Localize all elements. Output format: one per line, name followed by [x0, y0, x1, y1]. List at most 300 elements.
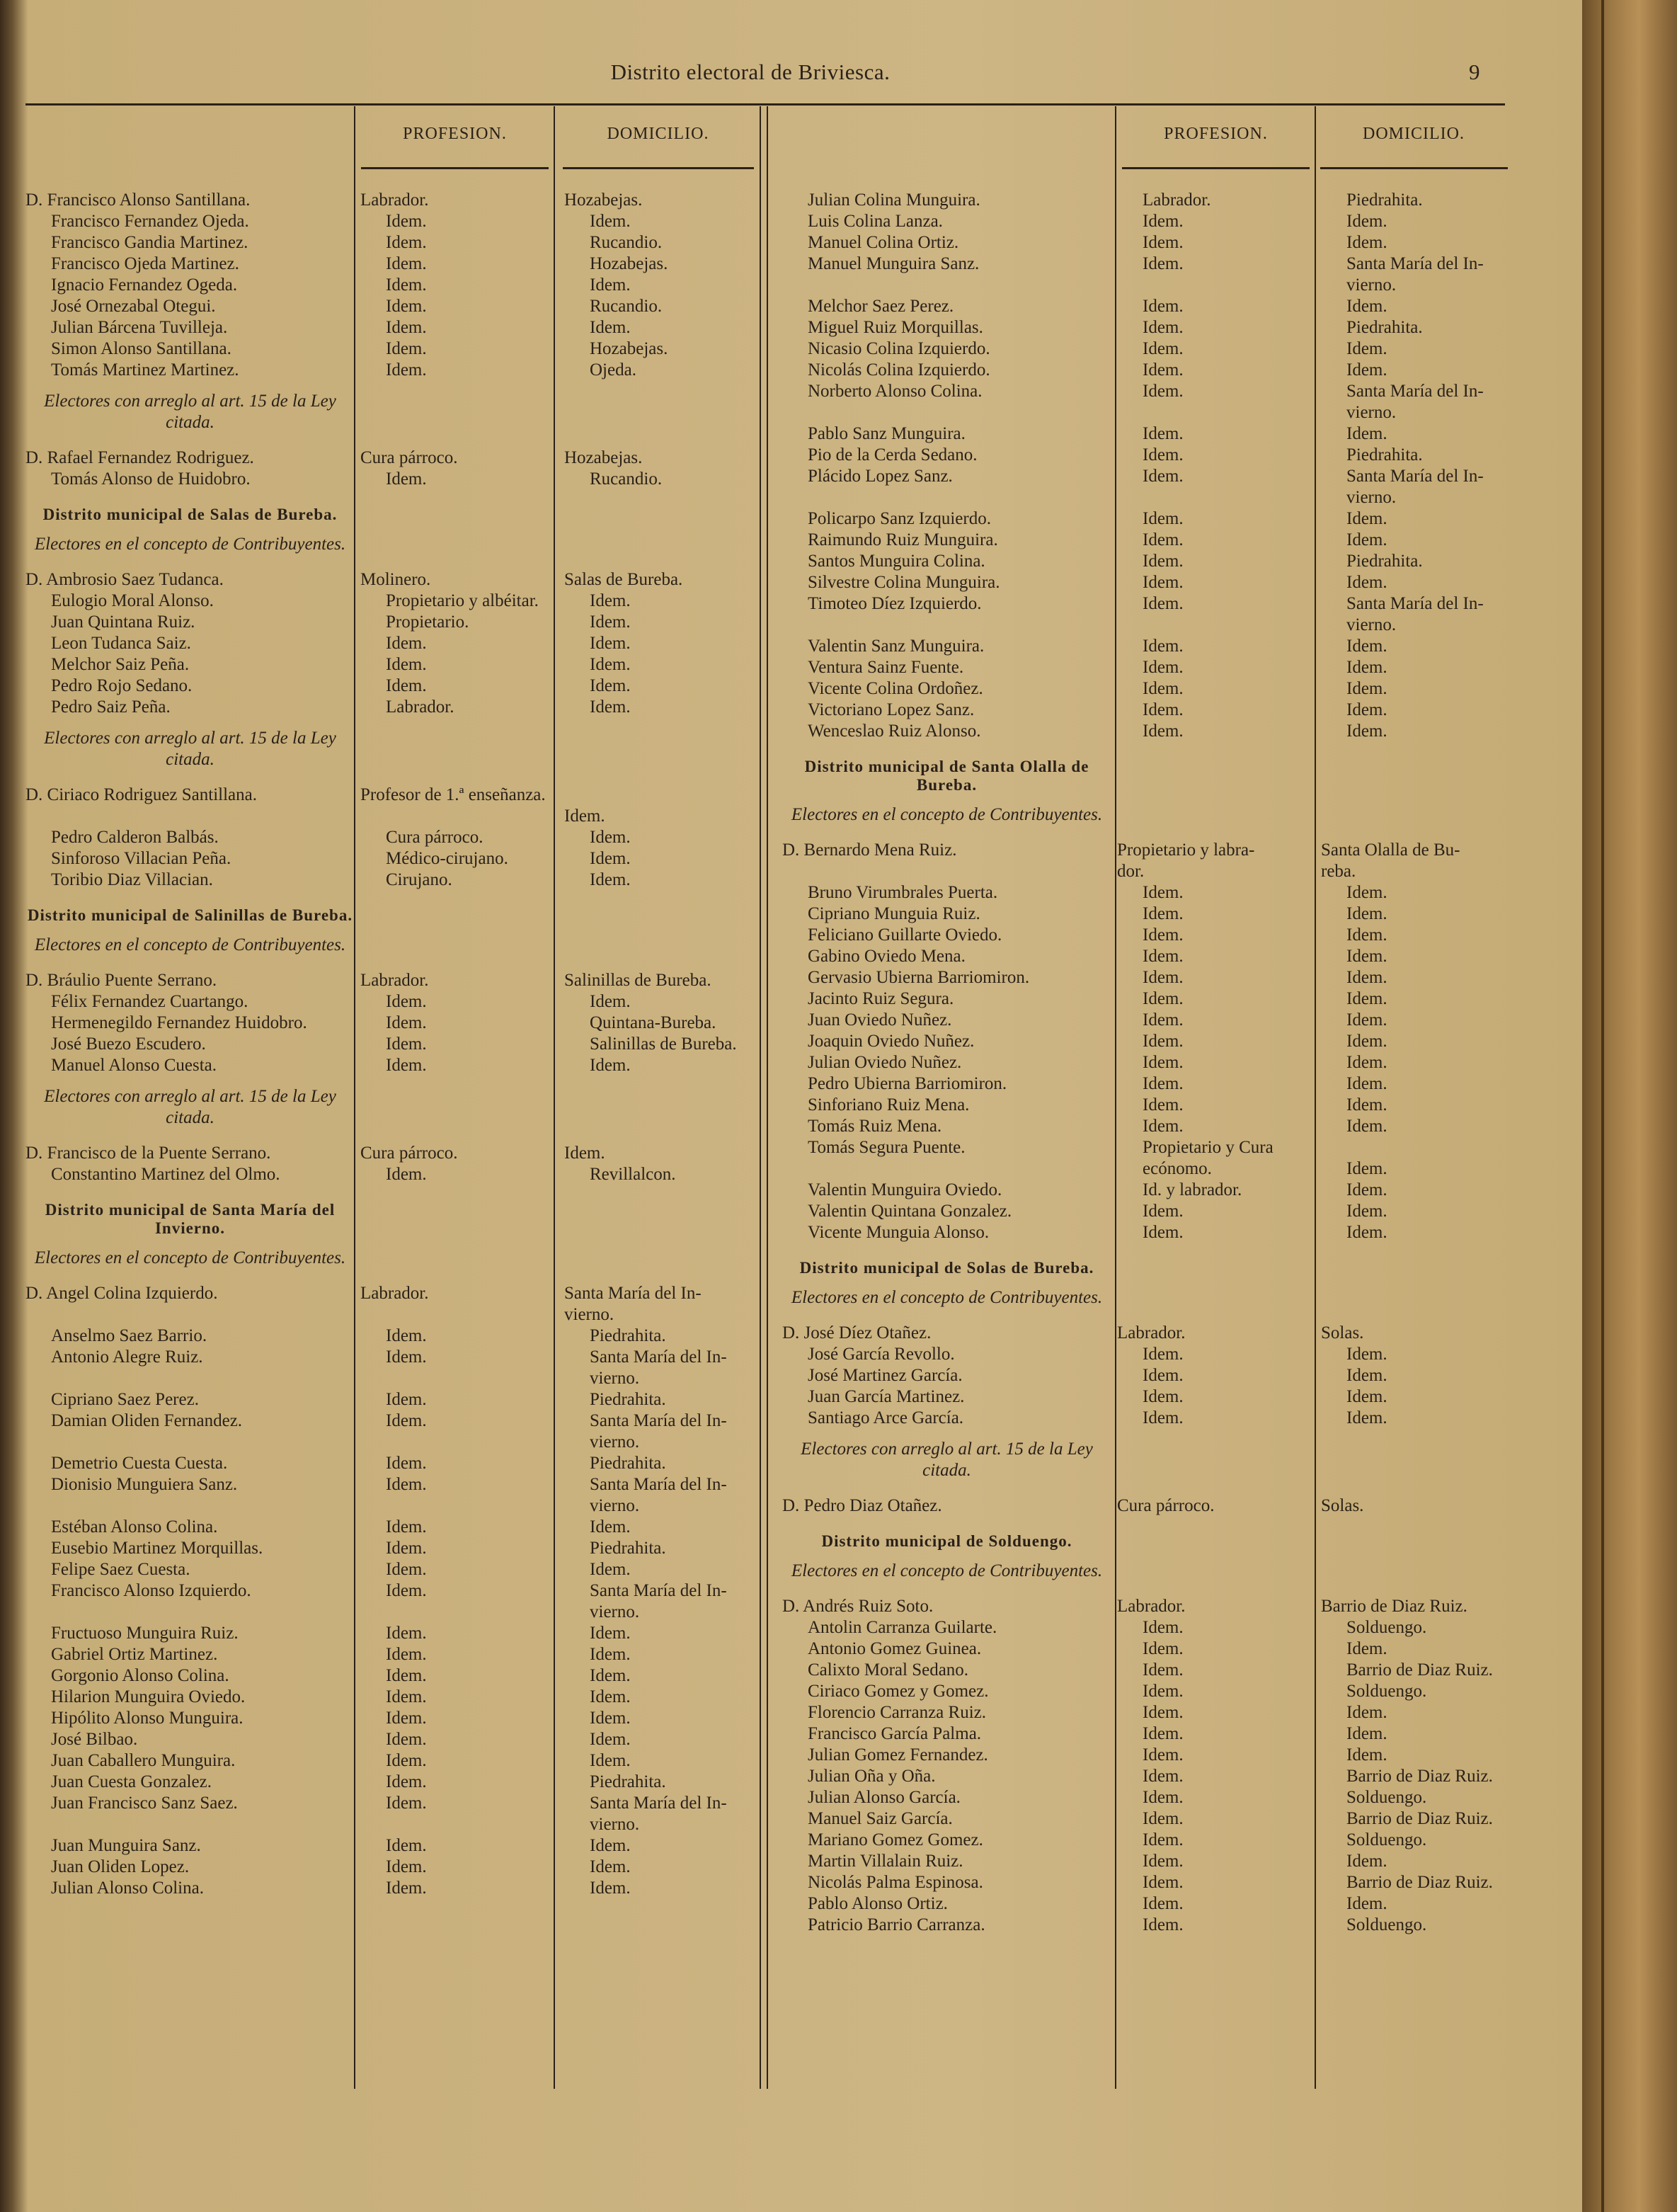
elector-row: [25, 654, 788, 675]
elector-domicile: Idem.: [1346, 1852, 1387, 1871]
elector-domicile: Santa María del In- vierno.: [1346, 254, 1484, 295]
elector-domicile: Idem.: [1346, 1408, 1387, 1427]
elector-profession: Idem.: [1143, 445, 1184, 464]
elector-profession: Idem.: [1143, 467, 1184, 486]
elector-name: D. Andrés Ruiz Soto.: [782, 1597, 934, 1616]
elector-name: Melchor Saez Perez.: [808, 297, 954, 316]
elector-profession: Idem.: [1143, 233, 1184, 252]
elector-profession: Idem.: [1143, 1915, 1184, 1934]
elector-profession: Idem.: [1143, 989, 1184, 1008]
elector-name: Manuel Alonso Cuesta.: [51, 1056, 217, 1075]
elector-row: [782, 1222, 1545, 1243]
elector-name: Julian Gomez Fernandez.: [808, 1745, 988, 1765]
elector-profession: Idem.: [1143, 1408, 1184, 1427]
elector-row: [782, 1872, 1545, 1893]
elector-domicile: Idem.: [1346, 339, 1387, 358]
elector-name: Leon Tudanca Saiz.: [51, 634, 191, 653]
elector-name: Juan García Martinez.: [808, 1387, 965, 1406]
elector-name: Vicente Munguia Alonso.: [808, 1223, 990, 1242]
elector-name: Pedro Rojo Sedano.: [51, 676, 193, 695]
elector-domicile: Santa Olalla de Bu- reba.: [1321, 840, 1460, 881]
elector-row: [782, 967, 1545, 988]
elector-name: Mariano Gomez Gomez.: [808, 1830, 983, 1849]
elector-domicile: Piedrahita.: [1346, 552, 1423, 571]
elector-domicile: Idem.: [1346, 212, 1387, 231]
district-heading: Distrito municipal de Solas de Bureba.: [799, 1259, 1094, 1277]
elector-name: Antonio Alegre Ruiz.: [51, 1347, 203, 1367]
elector-domicile: Solas.: [1321, 1323, 1364, 1342]
elector-domicile: Idem.: [1346, 968, 1387, 987]
elector-name: Pedro Calderon Balbás.: [51, 828, 219, 847]
elector-domicile: Idem.: [1346, 1074, 1387, 1093]
elector-profession: Idem.: [1143, 297, 1184, 316]
elector-domicile: Solduengo.: [1346, 1682, 1427, 1701]
elector-row: [782, 1323, 1545, 1344]
elector-domicile: Ojeda.: [590, 360, 636, 380]
elector-row: [25, 1750, 788, 1772]
elector-row: [782, 1830, 1545, 1851]
elector-row: [782, 840, 1545, 882]
elector-profession: Idem.: [1143, 947, 1184, 966]
elector-name: D. Bernardo Mena Ruiz.: [782, 840, 957, 860]
elector-domicile: Idem.: [1346, 904, 1387, 923]
elector-domicile: Idem.: [590, 1624, 631, 1643]
elector-row: [782, 678, 1545, 700]
elector-row: [782, 1915, 1545, 1936]
district-heading: Distrito municipal de Santa María del Invierno.: [45, 1201, 336, 1237]
elector-profession: Labrador.: [360, 971, 429, 990]
elector-name: Toribio Diaz Villacian.: [51, 870, 213, 889]
elector-row: [25, 1857, 788, 1878]
elector-category-subheading: Electores con arreglo al art. 15 de la Ley citada.: [44, 729, 336, 769]
elector-name: Patricio Barrio Carranza.: [808, 1915, 985, 1934]
elector-domicile: Rucandio.: [590, 469, 663, 489]
elector-row: [782, 296, 1545, 317]
elector-row: [782, 1180, 1545, 1201]
elector-profession: Idem.: [1143, 573, 1184, 592]
elector-name: Calixto Moral Sedano.: [808, 1660, 969, 1680]
elector-name: Gorgonio Alonso Colina.: [51, 1666, 229, 1685]
elector-name: Julian Oña y Oña.: [808, 1767, 936, 1786]
elector-profession: Propietario y labra- dor.: [1117, 840, 1255, 881]
elector-profession: Idem.: [386, 655, 427, 674]
page-title: Distrito electoral de Briviesca.: [610, 59, 891, 84]
elector-row: [782, 1617, 1545, 1638]
elector-domicile: Salinillas de Bureba.: [590, 1034, 737, 1054]
elector-domicile: Piedrahita.: [590, 1326, 666, 1345]
elector-profession: Idem.: [1143, 1660, 1184, 1680]
elector-name: Wenceslao Ruiz Alonso.: [808, 722, 981, 741]
elector-name: Anselmo Saez Barrio.: [51, 1326, 207, 1345]
elector-domicile: Piedrahita.: [590, 1390, 666, 1409]
elector-profession: Idem.: [386, 1730, 427, 1749]
elector-name: Florencio Carranza Ruiz.: [808, 1703, 986, 1722]
elector-name: Felipe Saez Cuesta.: [51, 1560, 190, 1579]
elector-row: [782, 211, 1545, 232]
elector-name: Pedro Saiz Peña.: [51, 697, 171, 717]
elector-domicile: Idem.: [590, 676, 631, 695]
elector-profession: Idem.: [1143, 318, 1184, 337]
elector-profession: Cura párroco.: [386, 828, 483, 847]
district-heading: Distrito municipal de Santa Olalla de Bureba.: [804, 758, 1089, 794]
elector-row: [782, 232, 1545, 253]
elector-name: Juan Munguira Sanz.: [51, 1836, 201, 1855]
elector-domicile: Idem.: [1346, 1159, 1387, 1178]
elector-name: Demetrio Cuesta Cuesta.: [51, 1454, 228, 1473]
elector-row: [25, 991, 788, 1013]
elector-domicile: Idem.: [1346, 679, 1387, 698]
elector-category-subheading: Electores con arreglo al art. 15 de la Ley citada.: [44, 1087, 336, 1127]
elector-row: [25, 827, 788, 848]
elector-name: Juan Oliden Lopez.: [51, 1857, 190, 1876]
elector-profession: Labrador.: [360, 190, 429, 210]
elector-category-subheading: Electores en el concepto de Contribuyentes.: [34, 535, 346, 554]
elector-domicile: Idem.: [590, 1687, 631, 1706]
elector-row: [782, 1766, 1545, 1787]
elector-profession: Idem.: [386, 1013, 427, 1032]
elector-name: Eusebio Martinez Morquillas.: [51, 1539, 263, 1558]
elector-name: Nicasio Colina Izquierdo.: [808, 339, 990, 358]
elector-row: [782, 381, 1545, 423]
elector-profession: Idem.: [386, 1581, 427, 1600]
elector-row: [25, 1143, 788, 1164]
elector-row: [782, 1596, 1545, 1617]
elector-row: [782, 1808, 1545, 1830]
elector-name: Hermenegildo Fernandez Huidobro.: [51, 1013, 307, 1032]
elector-name: Victoriano Lopez Sanz.: [808, 700, 975, 719]
elector-name: Julian Oviedo Nuñez.: [808, 1053, 962, 1072]
elector-row: [25, 1623, 788, 1644]
book-binding-edge: [1582, 0, 1677, 2212]
elector-domicile: Idem.: [590, 1879, 631, 1898]
elector-name: Manuel Colina Ortiz.: [808, 233, 959, 252]
elector-domicile: Solduengo.: [1346, 1788, 1427, 1807]
elector-profession: Cura párroco.: [360, 448, 458, 467]
elector-category-subheading: Electores en el concepto de Contribuyentes.: [34, 935, 346, 954]
elector-row: [25, 1772, 788, 1793]
elector-domicile: Idem.: [590, 612, 631, 632]
elector-domicile: Barrio de Diaz Ruiz.: [1346, 1660, 1493, 1680]
elector-profession: Idem.: [1143, 883, 1184, 902]
elector-profession: Cirujano.: [386, 870, 452, 889]
elector-profession: Idem.: [1143, 212, 1184, 231]
elector-profession: Idem.: [386, 339, 427, 358]
elector-profession: Cura párroco.: [360, 1144, 458, 1163]
elector-row: [25, 1665, 788, 1687]
elector-domicile: Idem.: [590, 849, 631, 868]
elector-name: Julian Bárcena Tuvilleja.: [51, 318, 228, 337]
elector-domicile: Idem.: [1346, 1223, 1387, 1242]
elector-profession: Idem.: [386, 1165, 427, 1184]
elector-row: [782, 445, 1545, 466]
elector-domicile: Salas de Bureba.: [564, 570, 683, 589]
elector-row: [782, 1408, 1545, 1429]
elector-category-subheading: Electores en el concepto de Contribuyentes.: [791, 1561, 1103, 1580]
elector-row: [25, 1474, 788, 1517]
elector-domicile: Barrio de Diaz Ruiz.: [1321, 1597, 1467, 1616]
elector-profession: Médico-cirujano.: [386, 849, 508, 868]
elector-profession: Idem.: [386, 1836, 427, 1855]
elector-profession: Labrador.: [360, 1284, 429, 1303]
elector-profession: Idem.: [1143, 1809, 1184, 1828]
elector-domicile: Idem.: [1346, 1724, 1387, 1743]
elector-row: [782, 1638, 1545, 1660]
elector-domicile: Idem.: [590, 1709, 631, 1728]
elector-row: [782, 988, 1545, 1010]
elector-row: [782, 657, 1545, 678]
left-domicile-header: DOMICILIO.: [607, 125, 709, 143]
elector-profession: Idem.: [1143, 1032, 1184, 1051]
elector-row: [25, 338, 788, 360]
elector-domicile: Idem.: [1346, 1180, 1387, 1199]
elector-profession: Idem.: [386, 469, 427, 489]
elector-row: [25, 1580, 788, 1623]
elector-domicile: Salinillas de Bureba.: [564, 971, 711, 990]
elector-row: [782, 508, 1545, 530]
elector-name: Cipriano Saez Perez.: [51, 1390, 199, 1409]
elector-domicile: Idem.: [590, 591, 631, 610]
elector-profession: Labrador.: [1143, 190, 1211, 210]
elector-domicile: Hozabejas.: [564, 448, 643, 467]
elector-profession: Labrador.: [1117, 1597, 1186, 1616]
elector-domicile: Idem.: [590, 655, 631, 674]
elector-profession: Idem.: [386, 318, 427, 337]
elector-profession: Idem.: [1143, 1053, 1184, 1072]
elector-name: Estéban Alonso Colina.: [51, 1517, 218, 1537]
elector-name: D. Pedro Diaz Otañez.: [782, 1496, 942, 1515]
elector-profession: Profesor de 1.ª enseñanza.: [360, 785, 546, 804]
elector-domicile: Idem.: [590, 318, 631, 337]
elector-name: Julian Colina Munguira.: [808, 190, 980, 210]
elector-name: Dionisio Munguiera Sanz.: [51, 1475, 238, 1494]
district-heading: Distrito municipal de Salas de Bureba.: [42, 506, 338, 523]
elector-name: Sinforoso Villacian Peña.: [51, 849, 231, 868]
elector-name: Francisco Alonso Izquierdo.: [51, 1581, 251, 1600]
elector-profession: Idem.: [1143, 552, 1184, 571]
elector-domicile: Santa María del In- vierno.: [1346, 594, 1484, 634]
elector-name: Juan Caballero Munguira.: [51, 1751, 236, 1770]
elector-domicile: Idem.: [1346, 925, 1387, 945]
elector-domicile: Idem.: [1346, 1053, 1387, 1072]
elector-name: Tomás Segura Puente.: [808, 1138, 966, 1157]
elector-profession: Idem.: [1143, 1639, 1184, 1658]
elector-row: [782, 1010, 1545, 1031]
elector-row: [782, 1073, 1545, 1095]
elector-row: [25, 1410, 788, 1453]
elector-row: [25, 1729, 788, 1750]
elector-row: [25, 1013, 788, 1034]
elector-row: [782, 1745, 1545, 1766]
elector-name: José Ornezabal Otegui.: [51, 297, 216, 316]
elector-row: [782, 190, 1545, 211]
elector-row: [782, 946, 1545, 967]
elector-row: [25, 1055, 788, 1076]
elector-domicile: Idem.: [1346, 722, 1387, 741]
elector-name: Juan Quintana Ruiz.: [51, 612, 195, 632]
elector-name: Antonio Gomez Guinea.: [808, 1639, 982, 1658]
left-profession-header: PROFESION.: [403, 125, 507, 143]
elector-name: D. José Díez Otañez.: [782, 1323, 932, 1342]
elector-profession: Idem.: [386, 1772, 427, 1791]
elector-row: [782, 700, 1545, 721]
elector-name: Félix Fernandez Cuartango.: [51, 992, 248, 1011]
elector-row: [25, 848, 788, 870]
elector-row: [782, 593, 1545, 636]
elector-domicile: Idem.: [1346, 989, 1387, 1008]
elector-domicile: Idem.: [590, 275, 631, 295]
elector-row: [782, 1365, 1545, 1386]
right-profession-header: PROFESION.: [1164, 125, 1268, 143]
elector-name: Valentin Sanz Munguira.: [808, 637, 985, 656]
elector-profession: Idem.: [1143, 1095, 1184, 1114]
elector-row: [782, 1681, 1545, 1702]
elector-name: D. Ambrosio Saez Tudanca.: [25, 570, 224, 589]
header-underline: [563, 167, 754, 169]
elector-row: [25, 1164, 788, 1185]
elector-domicile: Idem.: [564, 806, 605, 826]
elector-profession: Idem.: [1143, 968, 1184, 987]
elector-row: [25, 253, 788, 275]
elector-name: Valentin Munguira Oviedo.: [808, 1180, 1002, 1199]
elector-profession: Id. y labrador.: [1143, 1180, 1242, 1199]
elector-row: [782, 1702, 1545, 1723]
elector-name: D. Bráulio Puente Serrano.: [25, 971, 217, 990]
elector-row: [25, 1559, 788, 1580]
elector-domicile: Idem.: [1346, 883, 1387, 902]
elector-profession: Idem.: [386, 1560, 427, 1579]
elector-domicile: Idem.: [564, 1144, 605, 1163]
elector-profession: Idem.: [386, 1390, 427, 1409]
elector-name: Antolin Carranza Guilarte.: [808, 1618, 997, 1637]
elector-domicile: Idem.: [1346, 700, 1387, 719]
elector-row: [25, 469, 788, 490]
elector-row: [25, 1687, 788, 1708]
elector-domicile: Idem.: [1346, 1010, 1387, 1030]
elector-domicile: Idem.: [1346, 424, 1387, 443]
elector-name: Silvestre Colina Munguira.: [808, 573, 1000, 592]
elector-profession: Idem.: [1143, 1074, 1184, 1093]
right-domicile-header: DOMICILIO.: [1363, 125, 1465, 143]
elector-domicile: Hozabejas.: [590, 254, 668, 273]
elector-name: Valentin Quintana Gonzalez.: [808, 1202, 1012, 1221]
elector-row: [25, 1347, 788, 1389]
elector-domicile: Idem.: [1346, 297, 1387, 316]
elector-name: Jacinto Ruiz Segura.: [808, 989, 954, 1008]
elector-row: [782, 1052, 1545, 1073]
elector-profession: Idem.: [1143, 424, 1184, 443]
elector-row: [782, 572, 1545, 593]
elector-profession: Idem.: [386, 1624, 427, 1643]
elector-row: [25, 1283, 788, 1326]
elector-domicile: Idem.: [590, 697, 631, 717]
elector-profession: Idem.: [386, 1751, 427, 1770]
elector-row: [782, 882, 1545, 903]
elector-domicile: Piedrahita.: [1346, 190, 1423, 210]
elector-profession: Propietario y albéitar.: [386, 591, 539, 610]
left-elector-list: [25, 190, 788, 1899]
elector-domicile: Rucandio.: [590, 297, 663, 316]
elector-domicile: Piedrahita.: [590, 1539, 666, 1558]
elector-profession: Idem.: [1143, 679, 1184, 698]
elector-profession: Idem.: [386, 233, 427, 252]
elector-domicile: Idem.: [590, 1751, 631, 1770]
elector-row: [25, 232, 788, 253]
elector-profession: Idem.: [386, 1475, 427, 1494]
elector-category-subheading: Electores con arreglo al art. 15 de la Ley citada.: [44, 392, 336, 432]
elector-row: [25, 633, 788, 654]
elector-row: [782, 1116, 1545, 1137]
elector-profession: Idem.: [1143, 509, 1184, 528]
elector-profession: Idem.: [1143, 700, 1184, 719]
elector-name: Damian Oliden Fernandez.: [51, 1411, 243, 1430]
elector-row: [782, 1893, 1545, 1915]
elector-domicile: Idem.: [1346, 1117, 1387, 1136]
elector-profession: Idem.: [386, 676, 427, 695]
elector-domicile: Barrio de Diaz Ruiz.: [1346, 1767, 1493, 1786]
elector-profession: Idem.: [386, 1347, 427, 1367]
elector-profession: Idem.: [1143, 1788, 1184, 1807]
elector-name: Ventura Sainz Fuente.: [808, 658, 964, 677]
elector-domicile: Idem.: [1346, 658, 1387, 677]
elector-name: Norberto Alonso Colina.: [808, 382, 983, 401]
elector-domicile: Solduengo.: [1346, 1915, 1427, 1934]
elector-name: Nicolás Palma Espinosa.: [808, 1873, 983, 1892]
elector-domicile: Idem.: [590, 1056, 631, 1075]
elector-profession: Idem.: [386, 634, 427, 653]
elector-row: [25, 697, 788, 718]
elector-name: Nicolás Colina Izquierdo.: [808, 360, 990, 380]
elector-row: [25, 317, 788, 338]
elector-row: [25, 1453, 788, 1474]
elector-name: Luis Colina Lanza.: [808, 212, 943, 231]
elector-domicile: Barrio de Diaz Ruiz.: [1346, 1873, 1493, 1892]
elector-domicile: Idem.: [590, 1730, 631, 1749]
elector-row: [25, 360, 788, 381]
elector-name: Francisco Gandia Martinez.: [51, 233, 248, 252]
elector-profession: Idem.: [1143, 1724, 1184, 1743]
elector-profession: Idem.: [1143, 925, 1184, 945]
elector-row: [782, 360, 1545, 381]
elector-profession: Idem.: [1143, 1117, 1184, 1136]
elector-profession: Idem.: [386, 992, 427, 1011]
elector-row: [25, 296, 788, 317]
elector-domicile: Idem.: [590, 1666, 631, 1685]
elector-row: [782, 338, 1545, 360]
elector-category-subheading: Electores en el concepto de Contribuyentes.: [791, 1288, 1103, 1307]
elector-name: Raimundo Ruiz Munguira.: [808, 530, 998, 549]
elector-profession: Propietario y Cura ecónomo.: [1143, 1138, 1274, 1178]
elector-domicile: Idem.: [590, 828, 631, 847]
elector-profession: Idem.: [1143, 1703, 1184, 1722]
elector-profession: Idem.: [1143, 360, 1184, 380]
elector-name: Tomás Alonso de Huidobro.: [51, 469, 251, 489]
header-underline: [1320, 167, 1508, 169]
elector-name: Juan Francisco Sanz Saez.: [51, 1794, 238, 1813]
elector-profession: Idem.: [386, 1666, 427, 1685]
elector-domicile: Idem.: [1346, 1202, 1387, 1221]
elector-domicile: Santa María del In- vierno.: [590, 1347, 727, 1388]
elector-profession: Idem.: [1143, 594, 1184, 613]
elector-domicile: Santa María del In- vierno.: [590, 1581, 727, 1621]
elector-row: [782, 903, 1545, 925]
elector-name: D. Ciriaco Rodriguez Santillana.: [25, 785, 258, 804]
elector-profession: Idem.: [1143, 1894, 1184, 1913]
elector-name: D. Francisco Alonso Santillana.: [25, 190, 251, 210]
elector-profession: Idem.: [386, 1411, 427, 1430]
elector-name: Santiago Arce García.: [808, 1408, 964, 1427]
elector-domicile: Santa María del In- vierno.: [1346, 467, 1484, 507]
elector-profession: Idem.: [1143, 1223, 1184, 1242]
